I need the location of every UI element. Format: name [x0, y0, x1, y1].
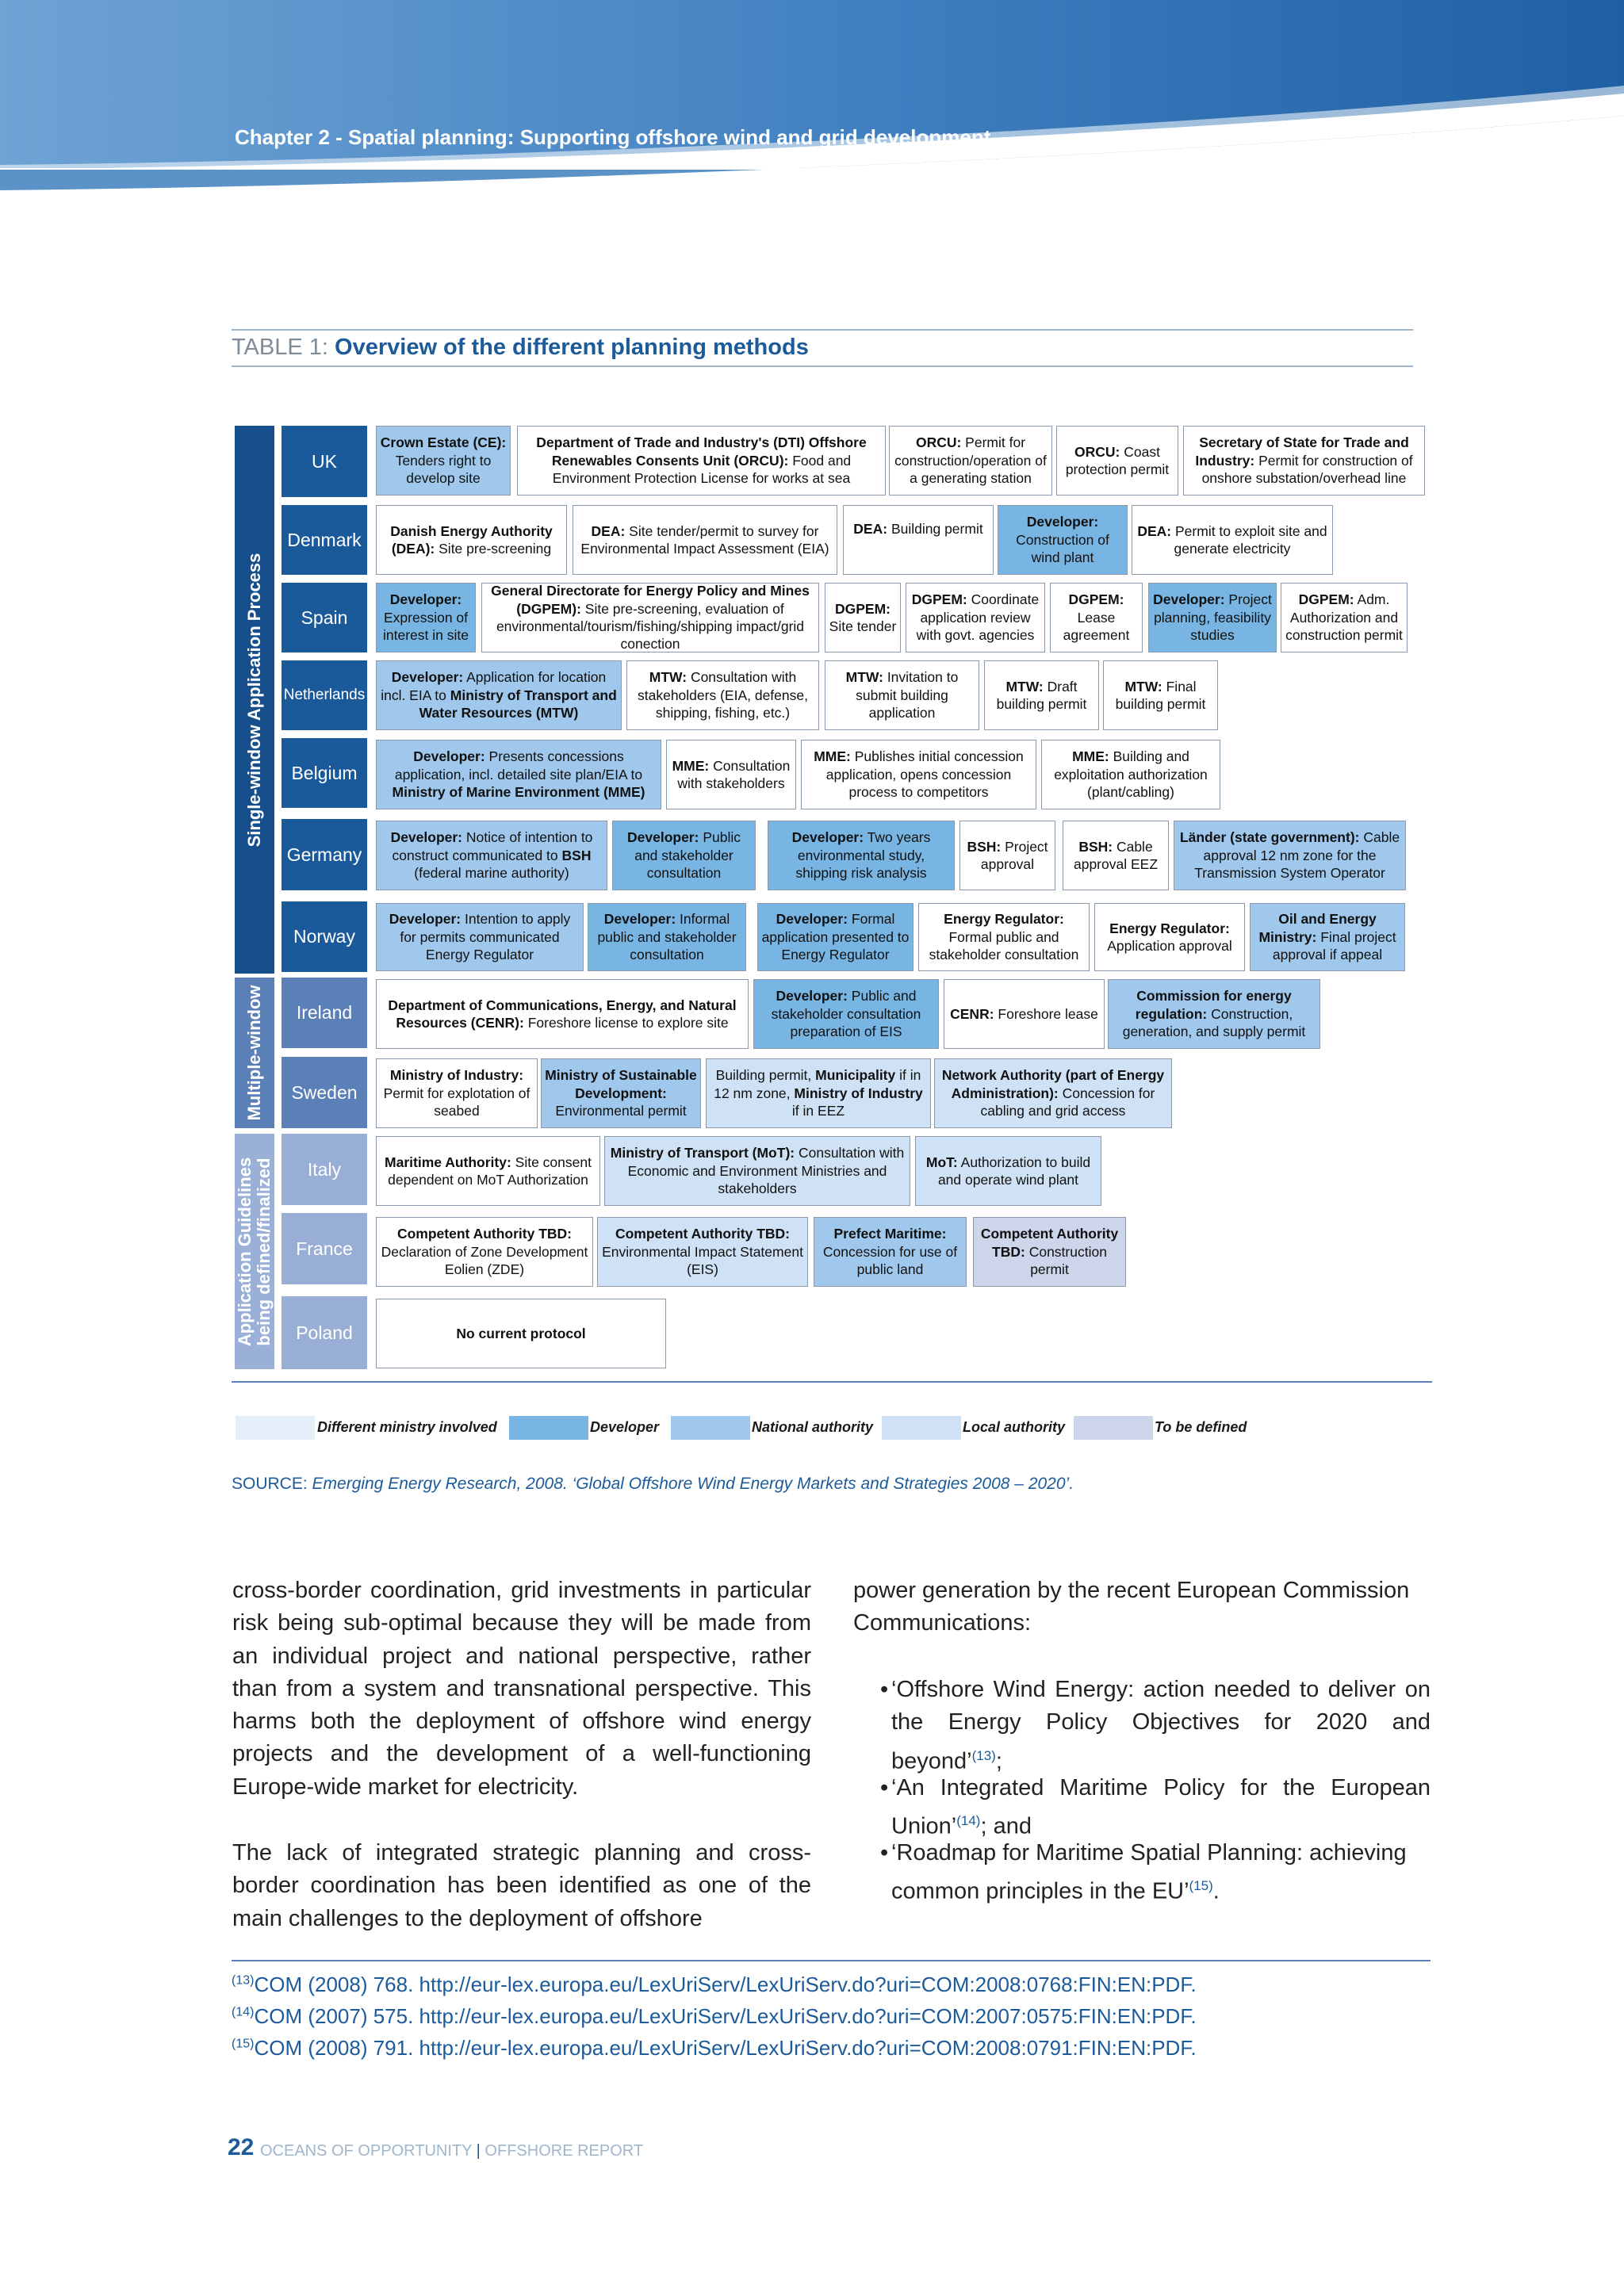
step-box: Energy Regulator: Formal public and stakeholder consultation — [918, 903, 1090, 971]
country-ireland: Ireland — [282, 978, 367, 1048]
country-belgium: Belgium — [282, 738, 367, 808]
bullet-item-3 — [880, 1837, 1431, 1908]
step-box: Länder (state government): Cable approval 12 nm zone for the Transmission System Operator — [1174, 821, 1406, 890]
bullet-text: ‘An Integrated Maritime Policy for the European Union’ — [891, 1775, 1431, 1839]
step-box: Developer: Presents concessions application, incl. detailed site plan/EIA to Ministry of Marine Environment (MME) — [376, 740, 661, 809]
country-france: France — [282, 1213, 367, 1284]
group-guidelines — [235, 1134, 274, 1369]
footnote-14 — [232, 2004, 1197, 2029]
body-left-paragraph-2: The lack of integrated strategic planning and cross-border coordination has been identified as one of the main challenges to the deployment of offshore — [232, 1840, 811, 1931]
bullet-dot: • — [880, 1840, 889, 1866]
step-box: Developer: Public and stakeholder consultation preparation of EIS — [753, 979, 939, 1049]
bullet-dot: • — [880, 1775, 889, 1800]
step-box: ORCU: Permit for construction/operation of a generating station — [889, 426, 1052, 496]
step-box: Prefect Maritime: Concession for use of public land — [814, 1217, 967, 1287]
footer-brand-right: OFFSHORE REPORT — [485, 2142, 644, 2160]
step-box: Developer: Formal application presented to Energy Regulator — [757, 903, 914, 971]
legend-swatch-developer — [509, 1416, 588, 1440]
group-multiple-label: Multiple-window — [243, 985, 264, 1121]
group-single-label: Single-window Application Process — [243, 553, 264, 847]
step-box: DGPEM: Coordinate application review with govt. agencies — [906, 583, 1045, 652]
step-box: Ministry of Transport (MoT): Consultation with Economic and Environment Ministries and stakeholders — [604, 1136, 910, 1206]
step-box: Danish Energy Authority (DEA): Site pre-screening — [376, 505, 567, 575]
country-poland: Poland — [282, 1296, 367, 1369]
step-box: Developer: Two years environmental study, shipping risk analysis — [768, 821, 955, 890]
page-number: 22 — [228, 2134, 255, 2160]
group-single-window — [235, 426, 274, 974]
step-box: BSH: Project approval — [959, 821, 1055, 890]
footnote-ref[interactable]: (13) — [971, 1747, 996, 1763]
title-rule-top — [232, 329, 1413, 331]
step-box: General Directorate for Energy Policy and Mines (DGPEM): Site pre-screening, evaluation of environmental/tourism/fishing/shipping impact/grid conection — [481, 583, 819, 652]
table-source — [232, 1475, 1074, 1494]
footnote-ref[interactable]: (14) — [956, 1813, 981, 1829]
step-box: Crown Estate (CE): Tenders right to develop site — [376, 426, 511, 496]
table-bottom-rule — [232, 1381, 1432, 1383]
group-guidelines-line-1: Application Guidelines — [234, 1157, 255, 1346]
country-germany: Germany — [282, 819, 367, 890]
bullet-text: ‘Roadmap for Maritime Spatial Planning: achieving common principles in the EU’ — [891, 1840, 1407, 1904]
source-text: Emerging Energy Research, 2008. ‘Global Offshore Wind Energy Markets and Strategies 2008 – 2020’. — [312, 1475, 1074, 1493]
group-guidelines-line-2: being defined/finalized — [254, 1157, 274, 1346]
step-box: Ministry of Industry: Permit for explotation of seabed — [376, 1058, 538, 1128]
step-box: Secretary of State for Trade and Industry: Permit for construction of onshore substation/overhead line — [1183, 426, 1425, 496]
step-box: MTW: Invitation to submit building application — [825, 660, 979, 730]
group-guidelines-label — [236, 1157, 274, 1345]
footnote-ref: (15) — [232, 2037, 255, 2051]
body-right-paragraph-1: power generation by the recent European Commission Communications: — [853, 1578, 1410, 1636]
bullet-tail: ; and — [980, 1813, 1032, 1839]
legend-label-developer: Developer — [590, 1419, 660, 1435]
bullet-item-2 — [880, 1772, 1431, 1843]
bullet-tail: ; — [995, 1748, 1002, 1774]
legend-label-local: Local authority — [963, 1419, 1066, 1435]
step-box: Developer: Informal public and stakeholder consultation — [588, 903, 746, 971]
step-box: MME: Consultation with stakeholders — [666, 740, 796, 809]
footnote-15 — [232, 2036, 1197, 2061]
step-box: Network Authority (part of Energy Administration): Concession for cabling and grid access — [934, 1058, 1172, 1128]
footer-brand-left: OCEANS OF OPPORTUNITY — [260, 2142, 473, 2160]
step-box: CENR: Foreshore lease — [944, 979, 1105, 1049]
legend-label-national: National authority — [752, 1419, 874, 1435]
footer-brand — [260, 2142, 643, 2160]
legend-swatch-national — [671, 1416, 750, 1440]
step-box: Developer: Project planning, feasibility studies — [1148, 583, 1277, 652]
step-box: Developer: Application for location incl. EIA to Ministry of Transport and Water Resources (MTW) — [376, 660, 622, 730]
step-box: Developer: Expression of interest in site — [376, 583, 476, 652]
step-box: DGPEM: Adm. Authorization and construction permit — [1281, 583, 1408, 652]
country-denmark: Denmark — [282, 505, 367, 575]
step-box: ORCU: Coast protection permit — [1056, 426, 1178, 496]
footnote-ref[interactable]: (15) — [1189, 1878, 1213, 1894]
step-box: Maritime Authority: Site consent dependent on MoT Authorization — [376, 1136, 600, 1206]
step-box: Developer: Intention to apply for permits communicated Energy Regulator — [376, 903, 584, 971]
step-box: MTW: Draft building permit — [984, 660, 1099, 730]
step-box: MTW: Consultation with stakeholders (EIA, defense, shipping, fishing, etc.) — [626, 660, 819, 730]
legend-swatch-ministry — [236, 1416, 315, 1440]
bullet-item-1 — [880, 1674, 1431, 1778]
legend-label-tbd: To be defined — [1155, 1419, 1247, 1435]
step-box: BSH: Cable approval EEZ — [1063, 821, 1169, 890]
step-box: MTW: Final building permit — [1103, 660, 1218, 730]
step-box: MoT: Authorization to build and operate wind plant — [915, 1136, 1101, 1206]
step-box: DEA: Permit to exploit site and generate electricity — [1132, 505, 1333, 575]
step-box: Department of Communications, Energy, and Natural Resources (CENR): Foreshore license to explore site — [376, 979, 749, 1049]
country-spain: Spain — [282, 583, 367, 652]
country-uk: UK — [282, 426, 367, 497]
step-box: Building permit, Municipality if in 12 nm zone, Ministry of Industry if in EEZ — [706, 1058, 931, 1128]
bullet-dot: • — [880, 1677, 889, 1702]
legend-swatch-tbd — [1074, 1416, 1153, 1440]
step-box: Department of Trade and Industry's (DTI) Offshore Renewables Consents Unit (ORCU): Food and Environment Protection License for works at sea — [517, 426, 886, 496]
group-multiple-window — [235, 978, 274, 1128]
footnote-ref: (13) — [232, 1973, 255, 1988]
table-title-text: Overview of the different planning methods — [335, 335, 809, 360]
country-italy: Italy — [282, 1134, 367, 1205]
step-box: No current protocol — [376, 1299, 666, 1368]
bullet-tail: . — [1212, 1878, 1220, 1904]
chapter-title: Chapter 2 - Spatial planning: Supporting offshore wind and grid development — [235, 125, 991, 149]
step-box: Competent Authority TBD: Environmental Impact Statement (EIS) — [597, 1217, 808, 1287]
header-band — [0, 0, 1624, 193]
step-box: DEA: Building permit — [843, 505, 994, 575]
footnote-text[interactable]: COM (2008) 768. http://eur-lex.europa.eu/LexUriServ/LexUriServ.do?uri=COM:2008:0768:FIN:EN:PDF. — [254, 1973, 1197, 1996]
country-netherlands: Netherlands — [282, 660, 367, 730]
step-box: Developer: Notice of intention to construct communicated to BSH (federal marine authority) — [376, 821, 607, 890]
footnote-rule — [232, 1960, 1431, 1961]
country-sweden: Sweden — [282, 1057, 367, 1128]
title-rule-bottom — [232, 365, 1413, 367]
step-box: MME: Publishes initial concession application, opens concession process to competitors — [801, 740, 1036, 809]
table-label: TABLE 1: — [232, 335, 328, 360]
footnote-ref: (14) — [232, 2005, 255, 2019]
step-box: Developer: Construction of wind plant — [998, 505, 1128, 575]
source-label: SOURCE: — [232, 1475, 308, 1493]
table-title — [232, 335, 809, 361]
step-box: Competent Authority TBD: Declaration of Zone Development Eolien (ZDE) — [376, 1217, 593, 1287]
footnote-text[interactable]: COM (2007) 575. http://eur-lex.europa.eu/LexUriServ/LexUriServ.do?uri=COM:2007:0575:FIN:EN:PDF. — [254, 2004, 1197, 2028]
step-box: Commission for energy regulation: Construction, generation, and supply permit — [1108, 979, 1320, 1049]
step-box: Developer: Public and stakeholder consultation — [612, 821, 756, 890]
country-norway: Norway — [282, 901, 367, 972]
bullet-text: ‘Offshore Wind Energy: action needed to deliver on the Energy Policy Objectives for 2020 and beyond’ — [891, 1677, 1431, 1774]
footer-brand-separator: | — [476, 2142, 481, 2160]
legend-label-ministry: Different ministry involved — [317, 1419, 497, 1435]
step-box: DEA: Site tender/permit to survey for Environmental Impact Assessment (EIA) — [573, 505, 837, 575]
step-box: Ministry of Sustainable Development: Environmental permit — [541, 1058, 701, 1128]
footnote-13 — [232, 1973, 1197, 1997]
step-box: Competent Authority TBD: Construction permit — [973, 1217, 1126, 1287]
step-box: DGPEM: Site tender — [825, 583, 901, 652]
step-box: DGPEM: Lease agreement — [1050, 583, 1143, 652]
footnote-text[interactable]: COM (2008) 791. http://eur-lex.europa.eu/LexUriServ/LexUriServ.do?uri=COM:2008:0791:FIN:EN:PDF. — [254, 2036, 1197, 2060]
body-left-paragraph-1: cross-border coordination, grid investments in particular risk being sub-optimal because they will be made from an individual project and national perspective, rather than from a system and transnational perspective. This harms both the deployment of offshore wind energy projects and the development of a well-functioning Europe-wide market for electricity. — [232, 1578, 811, 1800]
step-box: MME: Building and exploitation authorization (plant/cabling) — [1041, 740, 1220, 809]
step-box: Energy Regulator: Application approval — [1094, 903, 1245, 971]
step-box: Oil and Energy Ministry: Final project approval if appeal — [1250, 903, 1405, 971]
legend-swatch-local — [882, 1416, 961, 1440]
